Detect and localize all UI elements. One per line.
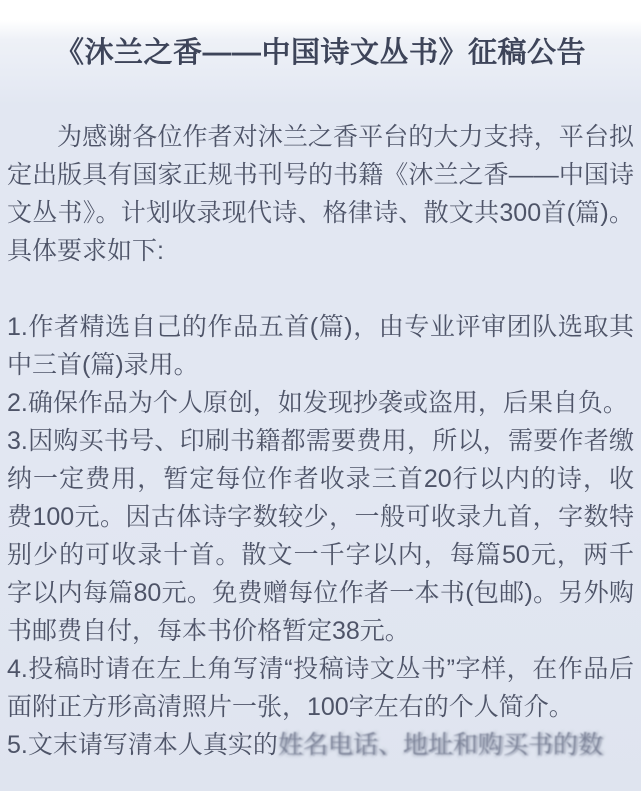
list-item: 3.因购买书号、印刷书籍都需要费用，所以，需要作者缴纳一定费用，暂定每位作者收录三首20行以内的诗，收费100元。因古体诗字数较少，一般可收录九首，字数特别少的可收录十首。散文一千字以内，每篇50元，两千字以内每篇80元。免费赠每位作者一本书(包邮)。另外购书邮费自付，每本书价格暂定38元。	[7, 427, 634, 645]
announcement-page	[0, 33, 641, 764]
list-item: 5.文末请写清本人真实的姓名电话、地址和购买书的数	[7, 731, 603, 759]
page-title: 《沐兰之香——中国诗文丛书》征稿公告	[54, 37, 586, 69]
list-item: 2.确保作品为个人原创，如发现抄袭或盗用，后果自负。	[7, 389, 628, 417]
list-item: 1.作者精选自己的作品五首(篇)，由专业评审团队选取其中三首(篇)录用。	[7, 313, 634, 379]
list-item: 4.投稿时请在左上角写清“投稿诗文丛书”字样，在作品后面附正方形高清照片一张，100字左右的个人简介。	[7, 655, 634, 721]
intro-paragraph: 为感谢各位作者对沐兰之香平台的大力支持，平台拟定出版具有国家正规书刊号的书籍《沐兰之香——中国诗文丛书》。计划收录现代诗、格律诗、散文共300首(篇)。具体要求如下:	[7, 123, 634, 265]
smudged-text: 姓名电话、地址和购买书的数	[277, 731, 603, 759]
requirements-list	[7, 308, 634, 764]
